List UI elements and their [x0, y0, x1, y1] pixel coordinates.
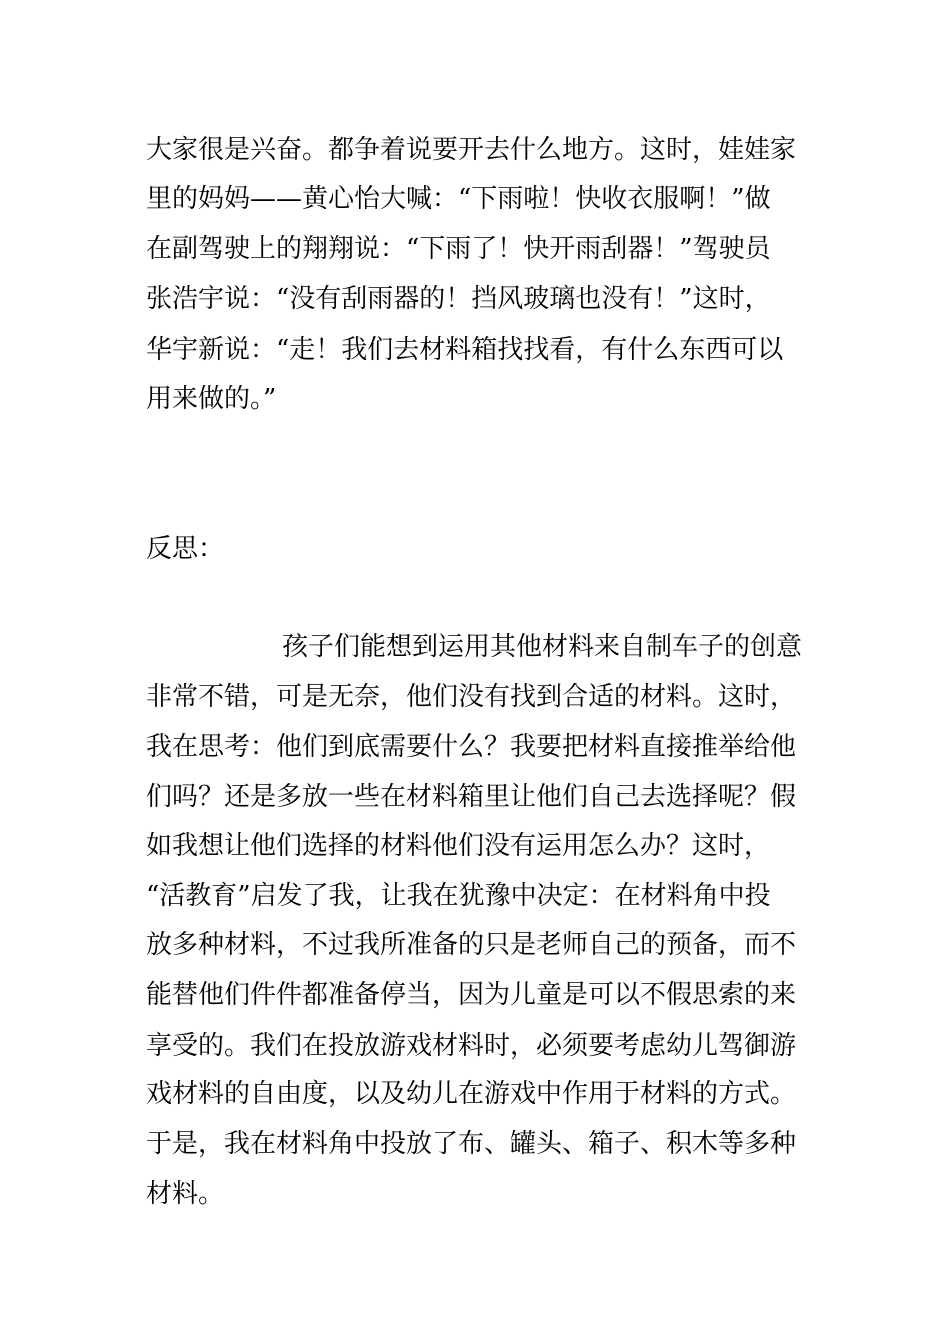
paragraph-2-line-12: 材料。 [146, 1179, 225, 1209]
paragraph-2-line-4: 们吗？还是多放一些在材料箱里让他们自己去选择呢？假 [146, 782, 797, 812]
paragraph-2-line-1: 孩子们能想到运用其他材料来自制车子的创意 [282, 632, 803, 662]
paragraph-2-line-3: 我在思考：他们到底需要什么？我要把材料直接推举给他 [146, 732, 797, 762]
paragraph-2-line-11: 于是，我在材料角中投放了布、罐头、箱子、积木等多种 [146, 1129, 797, 1159]
paragraph-2-line-2: 非常不错，可是无奈，他们没有找到合适的材料。这时， [146, 682, 797, 712]
paragraph-1-line-1: 大家很是兴奋。都争着说要开去什么地方。这时，娃娃家 [146, 135, 797, 165]
paragraph-2-line-6: “活教育”启发了我，让我在犹豫中决定：在材料角中投 [146, 881, 771, 911]
paragraph-1-line-6: 用来做的。” [146, 384, 277, 414]
paragraph-1-line-3: 在副驾驶上的翔翔说：“下雨了！快开雨刮器！”驾驶员 [146, 234, 771, 264]
paragraph-2-line-9: 享受的。我们在投放游戏材料时，必须要考虑幼儿驾御游 [146, 1031, 797, 1061]
paragraph-2-line-10: 戏材料的自由度，以及幼儿在游戏中作用于材料的方式。 [146, 1079, 797, 1109]
paragraph-2-line-8: 能替他们件件都准备停当，因为儿童是可以不假思索的来 [146, 980, 797, 1010]
reflection-heading: 反思： [146, 534, 225, 564]
paragraph-1-line-4: 张浩宇说：“没有刮雨器的！挡风玻璃也没有！”这时， [146, 284, 771, 314]
paragraph-1-line-2: 里的妈妈——黄心怡大喊：“下雨啦！快收衣服啊！”做 [146, 184, 771, 214]
paragraph-1-line-5: 华宇新说：“走！我们去材料箱找找看，有什么东西可以 [146, 335, 784, 365]
paragraph-2-line-5: 如我想让他们选择的材料他们没有运用怎么办？这时， [146, 831, 771, 861]
paragraph-2-line-7: 放多种材料，不过我所准备的只是老师自己的预备，而不 [146, 930, 797, 960]
